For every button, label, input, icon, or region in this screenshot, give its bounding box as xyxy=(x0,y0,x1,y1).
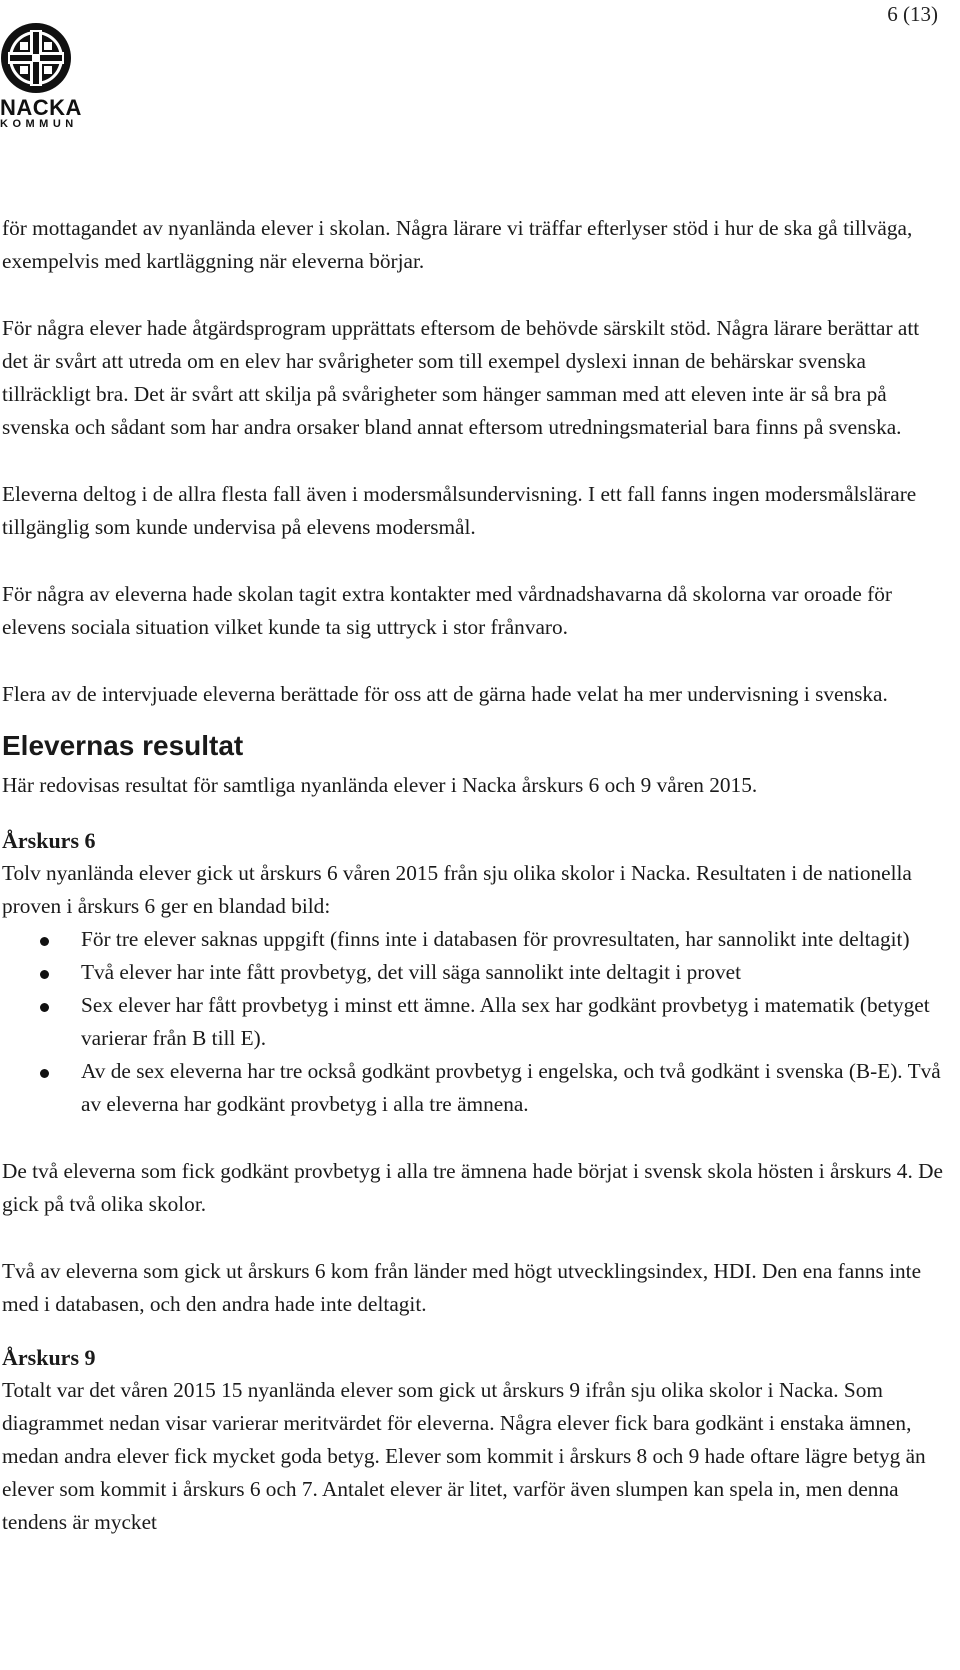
list-item: Sex elever har fått provbetyg i minst ett ämne. Alla sex har godkänt provbetyg i matematik (betyget varierar från B till E). xyxy=(2,989,950,1055)
bullet-icon xyxy=(40,1069,49,1078)
paragraph: Eleverna deltog i de allra flesta fall även i modersmålsundervisning. I ett fall fanns ingen modersmålslärare tillgänglig som kunde undervisa på elevens modersmål. xyxy=(2,482,917,539)
logo-name: NACKA xyxy=(0,95,82,120)
subsection-heading-grade9: Årskurs 9 xyxy=(2,1345,96,1370)
bullet-icon xyxy=(40,970,49,979)
bullet-icon xyxy=(40,1003,49,1012)
section-heading-results: Elevernas resultat xyxy=(2,730,244,761)
section-intro: Här redovisas resultat för samtliga nyanlända elever i Nacka årskurs 6 och 9 våren 2015. xyxy=(2,773,758,797)
bullet-icon xyxy=(40,937,49,946)
nacka-logo xyxy=(0,22,80,130)
list-item: Två elever har inte fått provbetyg, det vill säga sannolikt inte deltagit i provet xyxy=(2,956,950,989)
paragraph: Två av eleverna som gick ut årskurs 6 kom från länder med högt utvecklingsindex, HDI. Den ena fanns inte med i databasen, och den andra hade inte deltagit. xyxy=(2,1259,922,1316)
paragraph: För några av eleverna hade skolan tagit extra kontakter med vårdnadshavarna då skolorna var oroade för elevens sociala situation vilket kunde ta sig uttryck i stor frånvaro. xyxy=(2,582,892,639)
document-body xyxy=(2,212,950,1539)
paragraph: För några elever hade åtgärdsprogram upprättats eftersom de behövde särskilt stöd. Några lärare berättar att det är svårt att utreda om en elev har svårigheter som till exempel dyslexi innan de behärskar svenska tillräckligt bra. Det är svårt att skilja på svårigheter som hänger samman med att eleven inte är så bra på svenska och sådant som har andra orsaker bland annat eftersom utredningsmaterial bara finns på svenska. xyxy=(2,316,920,439)
paragraph: Flera av de intervjuade eleverna berättade för oss att de gärna hade velat ha mer undervisning i svenska. xyxy=(2,682,888,706)
paragraph: De två eleverna som fick godkänt provbetyg i alla tre ämnena hade börjat i svensk skola hösten i årskurs 4. De gick på två olika skolor. xyxy=(2,1159,943,1216)
paragraph: för mottagandet av nyanlända elever i skolan. Några lärare vi träffar efterlyser stöd i hur de ska gå tillväga, exempelvis med kartläggning när eleverna börjar. xyxy=(2,216,913,273)
grade6-lead: Tolv nyanlända elever gick ut årskurs 6 våren 2015 från sju olika skolor i Nacka. Resultaten i de nationella proven i årskurs 6 ger en blandad bild: xyxy=(2,861,912,918)
grade9-lead: Totalt var det våren 2015 15 nyanlända elever som gick ut årskurs 9 ifrån sju olika skolor i Nacka. Som diagrammet nedan visar varierar meritvärdet för eleverna. Några elever fick bara godkänt i enstaka ämnen, medan andra elever fick mycket goda betyg. Elever som kommit i årskurs 8 och 9 hade oftare lägre betyg än elever som kommit i årskurs 6 och 7. Antalet elever är litet, varför även slumpen kan spela in, men denna tendens är mycket xyxy=(2,1378,926,1534)
grade6-bullet-list xyxy=(2,923,950,1121)
subsection-heading-grade6: Årskurs 6 xyxy=(2,828,96,853)
list-item: För tre elever saknas uppgift (finns inte i databasen för provresultaten, har sannolikt inte deltagit) xyxy=(2,923,950,956)
logo-subname: KOMMUN xyxy=(0,118,78,130)
list-item: Av de sex eleverna har tre också godkänt provbetyg i engelska, och två godkänt i svenska (B-E). Två av eleverna har godkänt provbetyg i alla tre ämnena. xyxy=(2,1055,950,1121)
page-number: 6 (13) xyxy=(887,2,938,26)
nacka-emblem-icon xyxy=(0,22,72,94)
